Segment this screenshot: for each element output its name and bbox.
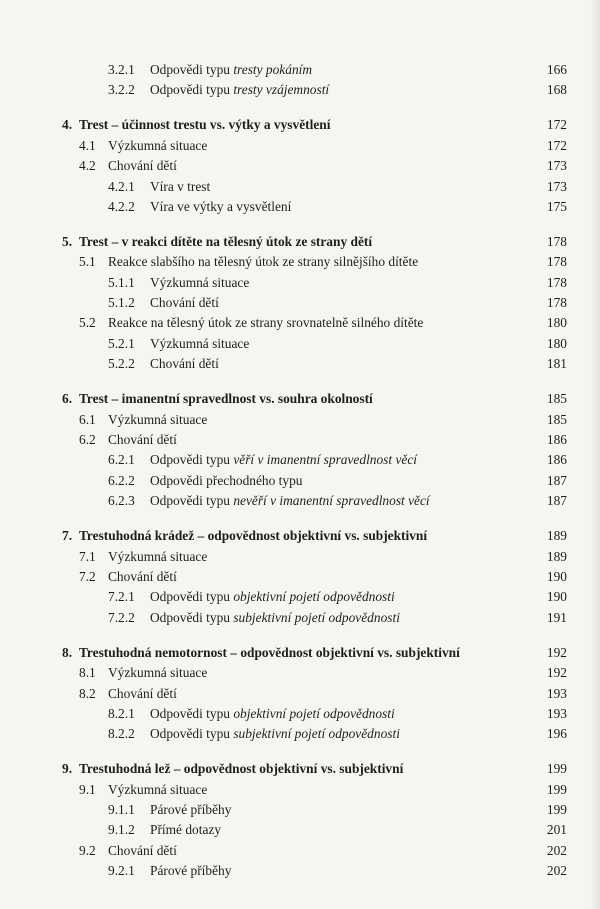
entry-number: 4.2.2 [108,198,135,214]
page-number: 187 [546,472,567,488]
entry-title-text: Chování dětí [150,356,219,372]
entry-title [108,313,423,333]
entry-number: 3.2.2 [108,82,135,98]
toc-entry [0,587,600,607]
entry-title-text: Výzkumná situace [108,665,208,681]
toc-entry [0,156,600,176]
page-number: 175 [546,198,567,214]
toc-entry [0,800,600,820]
entry-title-italic: tresty pokáním [233,62,313,77]
page-number: 180 [546,335,567,351]
entry-number: 6. [62,391,73,407]
page-number: 196 [546,726,567,742]
toc-entry [0,547,600,567]
entry-number: 8. [62,644,73,660]
entry-title-text: Výzkumná situace [108,781,208,797]
entry-number: 8.2.1 [108,705,135,721]
toc-entry [0,334,600,354]
entry-number: 7.1 [79,548,96,564]
toc-entry [0,491,600,511]
entry-title [108,430,177,450]
entry-title-text: Odpovědi přechodného typu [150,472,303,488]
entry-number: 4.2.1 [108,178,135,194]
page-number: 191 [546,609,567,625]
entry-title [108,663,207,683]
page-number: 173 [546,178,567,194]
page-number: 190 [546,568,567,584]
table-of-contents [0,60,600,882]
toc-chapter [0,759,600,779]
entry-title-text: Odpovědi typu [150,609,234,625]
entry-title [150,354,219,374]
page-number: 199 [546,802,567,818]
entry-title-text: Odpovědi typu [150,705,234,721]
entry-number: 7.2.2 [108,609,135,625]
toc-entry [0,60,600,80]
entry-number: 7. [62,528,73,544]
entry-title [150,177,210,197]
entry-title-text: Přímé dotazy [150,822,222,838]
entry-number: 5.2.2 [108,356,135,372]
entry-title [150,273,249,293]
toc-chapter [0,643,600,663]
entry-title [150,471,302,491]
entry-title-text: Párové příběhy [150,802,232,818]
toc-chapter [0,389,600,409]
page-number: 178 [546,295,567,311]
page-number: 199 [546,781,567,797]
toc-entry [0,724,600,744]
entry-number: 5.1.2 [108,295,135,311]
toc-entry [0,273,600,293]
toc-chapter [0,232,600,252]
entry-title-text: Odpovědi typu [150,589,234,605]
entry-title [108,156,177,176]
entry-title [150,450,417,470]
entry-title [108,684,177,704]
toc-entry [0,197,600,217]
toc-entry [0,663,600,683]
entry-title-text: Výzkumná situace [150,335,250,351]
entry-title [79,643,460,663]
entry-number: 6.1 [79,411,96,427]
entry-number: 5. [62,233,73,249]
entry-title [150,60,312,80]
entry-title [108,410,207,430]
entry-number: 5.2.1 [108,335,135,351]
toc-entry [0,354,600,374]
entry-title-text: Trestuhodná krádež – odpovědnost objektivní vs. subjektivní [79,528,428,544]
entry-title-text: Trest – účinnost trestu vs. výtky a vysvětlení [79,117,331,133]
entry-title-text: Víra ve výtky a vysvětlení [150,198,292,214]
page-number: 181 [546,356,567,372]
entry-title-italic: nevěří v imanentní spravedlnost věcí [233,493,430,509]
page-number: 178 [546,274,567,290]
page-number: 192 [546,665,567,681]
entry-title [150,724,400,744]
page-number: 189 [546,548,567,564]
entry-title-italic: subjektivní pojetí odpovědnosti [233,726,400,742]
entry-title-text: Odpovědi typu [150,62,234,77]
entry-title [150,80,329,100]
entry-title-text: Odpovědi typu [150,82,234,98]
entry-number: 4.2 [79,158,96,174]
entry-title-text: Výzkumná situace [108,137,208,153]
entry-title-text: Chování dětí [108,842,177,858]
entry-title [150,293,219,313]
entry-title-text: Trest – imanentní spravedlnost vs. souhra okolností [79,391,373,407]
entry-title-text: Odpovědi typu [150,493,234,509]
entry-title-italic: objektivní pojetí odpovědnosti [233,705,395,721]
page-number: 193 [546,685,567,701]
entry-number: 8.2 [79,685,96,701]
entry-title [150,608,400,628]
entry-title [150,820,221,840]
entry-number: 4. [62,117,73,133]
entry-number: 6.2.2 [108,472,135,488]
entry-title-text: Chování dětí [108,685,177,701]
entry-title-text: Reakce na tělesný útok ze strany srovnatelně silného dítěte [108,315,424,331]
entry-title [108,780,207,800]
toc-chapter [0,115,600,135]
entry-number: 9.2 [79,842,96,858]
entry-title [150,334,249,354]
entry-title [150,861,231,881]
entry-title [150,197,291,217]
toc-entry [0,567,600,587]
toc-entry [0,177,600,197]
page-number: 201 [546,822,567,838]
toc-entry [0,780,600,800]
toc-entry [0,430,600,450]
entry-title [150,800,231,820]
entry-title-text: Trestuhodná nemotornost – odpovědnost objektivní vs. subjektivní [79,644,460,660]
page-number: 199 [546,761,567,777]
page-number: 168 [546,82,567,98]
entry-number: 5.1.1 [108,274,135,290]
entry-number: 9.1.1 [108,802,135,818]
entry-title [108,841,177,861]
entry-title [150,587,395,607]
entry-title-italic: věří v imanentní spravedlnost věcí [233,452,418,468]
entry-title-text: Odpovědi typu [150,452,234,468]
entry-title [150,704,395,724]
page-number: 185 [546,411,567,427]
entry-number: 9.2.1 [108,863,135,879]
toc-entry [0,471,600,491]
page-number: 172 [546,137,567,153]
page-number: 180 [546,315,567,331]
page-number: 173 [546,158,567,174]
entry-title [108,252,418,272]
toc-entry [0,136,600,156]
entry-number: 7.2.1 [108,589,135,605]
entry-number: 8.2.2 [108,726,135,742]
page-number: 202 [546,863,567,879]
page-number: 202 [546,842,567,858]
entry-title-text: Výzkumná situace [108,548,208,564]
entry-number: 5.2 [79,315,96,331]
entry-number: 6.2.1 [108,452,135,468]
toc-entry [0,410,600,430]
page-number: 172 [546,117,567,133]
toc-entry [0,704,600,724]
entry-title-text: Výzkumná situace [108,411,208,427]
page-number: 178 [546,254,567,270]
entry-title [79,526,427,546]
entry-number: 9.1 [79,781,96,797]
entry-title-text: Chování dětí [150,295,219,311]
page-number: 192 [546,644,567,660]
toc-entry [0,450,600,470]
entry-title-text: Odpovědi typu [150,726,234,742]
entry-number: 8.1 [79,665,96,681]
entry-title-text: Výzkumná situace [150,274,250,290]
toc-entry [0,861,600,881]
entry-title-text: Trest – v reakci dítěte na tělesný útok ze strany dětí [79,233,373,249]
page-number: 193 [546,705,567,721]
entry-title [79,232,372,252]
entry-title [150,491,430,511]
entry-number: 4.1 [79,137,96,153]
entry-title [108,567,177,587]
entry-title [79,759,403,779]
toc-entry [0,313,600,333]
page-number: 189 [546,528,567,544]
toc-entry [0,80,600,100]
entry-title-text: Chování dětí [108,158,177,174]
entry-title-text: Trestuhodná lež – odpovědnost objektivní vs. subjektivní [79,761,404,777]
entry-number: 9.1.2 [108,822,135,838]
page-number: 166 [546,62,567,77]
entry-title-text: Reakce slabšího na tělesný útok ze strany silnějšího dítěte [108,254,419,270]
entry-number: 6.2.3 [108,493,135,509]
toc-entry [0,293,600,313]
entry-title-text: Párové příběhy [150,863,232,879]
page-number: 190 [546,589,567,605]
entry-title [108,136,207,156]
entry-title-text: Chování dětí [108,432,177,448]
toc-chapter [0,526,600,546]
entry-title [79,115,330,135]
entry-title-italic: tresty vzájemností [233,82,330,98]
toc-entry [0,841,600,861]
page-number: 186 [546,452,567,468]
entry-title [79,389,373,409]
toc-entry [0,684,600,704]
entry-number: 6.2 [79,432,96,448]
entry-title-text: Víra v trest [150,178,211,194]
toc-entry [0,608,600,628]
entry-number: 5.1 [79,254,96,270]
toc-entry [0,820,600,840]
page-number: 187 [546,493,567,509]
entry-title-italic: subjektivní pojetí odpovědnosti [233,609,400,625]
page-number: 185 [546,391,567,407]
entry-title-italic: objektivní pojetí odpovědnosti [233,589,395,605]
toc-entry [0,252,600,272]
entry-title [108,547,207,567]
entry-number: 9. [62,761,73,777]
entry-title-text: Chování dětí [108,568,177,584]
page-number: 186 [546,432,567,448]
entry-number: 3.2.1 [108,62,135,77]
entry-number: 7.2 [79,568,96,584]
page-number: 178 [546,233,567,249]
